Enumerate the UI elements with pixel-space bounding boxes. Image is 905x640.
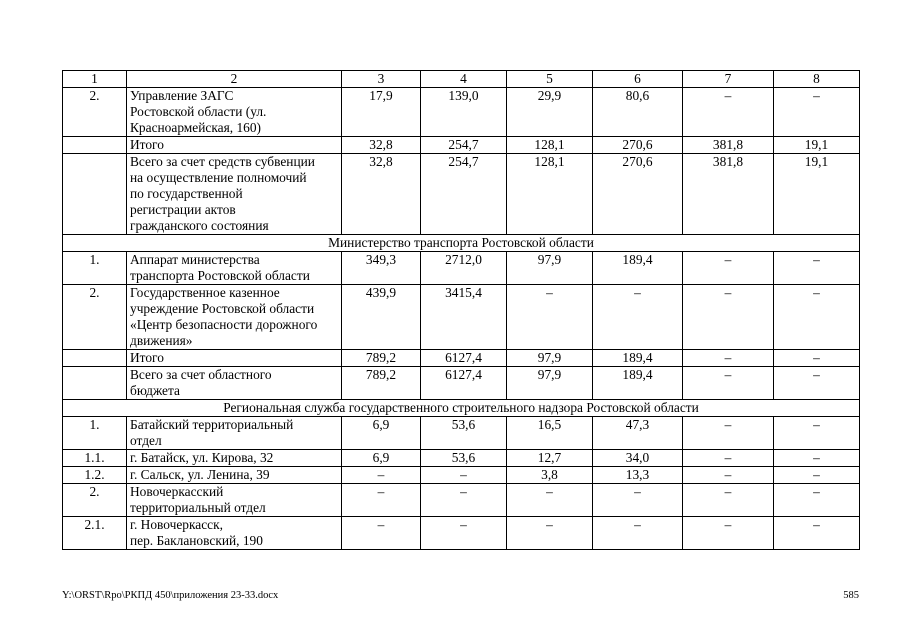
value-cell: 381,8 xyxy=(683,154,774,235)
value-cell: 381,8 xyxy=(683,137,774,154)
table-row xyxy=(63,450,860,467)
value-cell: – xyxy=(593,285,683,350)
table-row xyxy=(63,285,860,350)
value-cell: – xyxy=(421,467,507,484)
value-cell: 270,6 xyxy=(593,154,683,235)
header-cell: 6 xyxy=(593,71,683,88)
value-cell: 128,1 xyxy=(507,154,593,235)
number-cell: 2. xyxy=(63,88,127,137)
value-cell: 53,6 xyxy=(421,450,507,467)
value-cell: – xyxy=(683,517,774,550)
value-cell: – xyxy=(421,484,507,517)
value-cell: 19,1 xyxy=(774,154,860,235)
name-cell: Государственное казенное учреждение Ростовской области «Центр безопасности дорожного движения» xyxy=(127,285,342,350)
value-cell: – xyxy=(683,484,774,517)
value-cell: – xyxy=(683,88,774,137)
name-cell: г. Сальск, ул. Ленина, 39 xyxy=(127,467,342,484)
data-table xyxy=(62,70,860,550)
value-cell: 6,9 xyxy=(342,417,421,450)
name-cell: Всего за счет средств субвенции на осуществление полномочий по государственной регистрации актов гражданского состояния xyxy=(127,154,342,235)
value-cell: 270,6 xyxy=(593,137,683,154)
header-cell: 2 xyxy=(127,71,342,88)
value-cell: 2712,0 xyxy=(421,252,507,285)
number-cell xyxy=(63,137,127,154)
section-title: Министерство транспорта Ростовской области xyxy=(63,235,860,252)
value-cell: 189,4 xyxy=(593,350,683,367)
table-row xyxy=(63,517,860,550)
name-cell: Аппарат министерства транспорта Ростовской области xyxy=(127,252,342,285)
value-cell: – xyxy=(774,350,860,367)
value-cell: 13,3 xyxy=(593,467,683,484)
section-row xyxy=(63,235,860,252)
value-cell: – xyxy=(683,285,774,350)
header-cell: 8 xyxy=(774,71,860,88)
header-row xyxy=(63,71,860,88)
value-cell: – xyxy=(683,350,774,367)
value-cell: – xyxy=(342,467,421,484)
footer-page-number: 585 xyxy=(843,590,859,601)
value-cell: – xyxy=(683,450,774,467)
value-cell: 349,3 xyxy=(342,252,421,285)
name-cell: Батайский территориальный отдел xyxy=(127,417,342,450)
value-cell: 189,4 xyxy=(593,252,683,285)
number-cell: 2. xyxy=(63,484,127,517)
value-cell: – xyxy=(774,252,860,285)
value-cell: 6,9 xyxy=(342,450,421,467)
header-cell: 7 xyxy=(683,71,774,88)
value-cell: 189,4 xyxy=(593,367,683,400)
name-cell: Всего за счет областного бюджета xyxy=(127,367,342,400)
value-cell: 6127,4 xyxy=(421,367,507,400)
table-row xyxy=(63,417,860,450)
value-cell: – xyxy=(774,88,860,137)
table-row xyxy=(63,484,860,517)
value-cell: 97,9 xyxy=(507,367,593,400)
value-cell: – xyxy=(593,517,683,550)
value-cell: – xyxy=(683,252,774,285)
value-cell: 12,7 xyxy=(507,450,593,467)
value-cell: 789,2 xyxy=(342,350,421,367)
number-cell: 2.1. xyxy=(63,517,127,550)
number-cell xyxy=(63,367,127,400)
name-cell: Управление ЗАГС Ростовской области (ул. Красноармейская, 160) xyxy=(127,88,342,137)
value-cell: – xyxy=(774,517,860,550)
table-row xyxy=(63,252,860,285)
table-row xyxy=(63,154,860,235)
number-cell: 1. xyxy=(63,252,127,285)
footer-file-path: Y:\ORST\Rpo\РКПД 450\приложения 23-33.docx xyxy=(62,590,279,601)
value-cell: – xyxy=(507,484,593,517)
value-cell: – xyxy=(683,367,774,400)
value-cell: – xyxy=(774,417,860,450)
value-cell: 789,2 xyxy=(342,367,421,400)
value-cell: 17,9 xyxy=(342,88,421,137)
value-cell: – xyxy=(593,484,683,517)
name-cell: Итого xyxy=(127,350,342,367)
header-cell: 1 xyxy=(63,71,127,88)
value-cell: – xyxy=(774,467,860,484)
value-cell: 34,0 xyxy=(593,450,683,467)
value-cell: – xyxy=(421,517,507,550)
value-cell: 3415,4 xyxy=(421,285,507,350)
value-cell: 29,9 xyxy=(507,88,593,137)
value-cell: 19,1 xyxy=(774,137,860,154)
header-cell: 5 xyxy=(507,71,593,88)
section-title: Региональная служба государственного строительного надзора Ростовской области xyxy=(63,400,860,417)
value-cell: 16,5 xyxy=(507,417,593,450)
value-cell: 439,9 xyxy=(342,285,421,350)
value-cell: – xyxy=(507,517,593,550)
table-row xyxy=(63,350,860,367)
number-cell: 1.1. xyxy=(63,450,127,467)
value-cell: 97,9 xyxy=(507,350,593,367)
value-cell: – xyxy=(683,417,774,450)
number-cell: 1. xyxy=(63,417,127,450)
name-cell: Новочеркасский территориальный отдел xyxy=(127,484,342,517)
value-cell: 128,1 xyxy=(507,137,593,154)
header-cell: 3 xyxy=(342,71,421,88)
number-cell xyxy=(63,350,127,367)
name-cell: г. Батайск, ул. Кирова, 32 xyxy=(127,450,342,467)
value-cell: – xyxy=(774,285,860,350)
value-cell: – xyxy=(342,517,421,550)
number-cell: 2. xyxy=(63,285,127,350)
value-cell: – xyxy=(774,450,860,467)
name-cell: г. Новочеркасск, пер. Баклановский, 190 xyxy=(127,517,342,550)
table-row xyxy=(63,467,860,484)
value-cell: 32,8 xyxy=(342,154,421,235)
value-cell: – xyxy=(683,467,774,484)
value-cell: – xyxy=(342,484,421,517)
section-row xyxy=(63,400,860,417)
table-row xyxy=(63,137,860,154)
value-cell: 80,6 xyxy=(593,88,683,137)
table-row xyxy=(63,88,860,137)
value-cell: 32,8 xyxy=(342,137,421,154)
value-cell: 97,9 xyxy=(507,252,593,285)
value-cell: – xyxy=(774,367,860,400)
value-cell: 53,6 xyxy=(421,417,507,450)
number-cell xyxy=(63,154,127,235)
value-cell: – xyxy=(507,285,593,350)
value-cell: 139,0 xyxy=(421,88,507,137)
name-cell: Итого xyxy=(127,137,342,154)
value-cell: 254,7 xyxy=(421,137,507,154)
value-cell: 254,7 xyxy=(421,154,507,235)
number-cell: 1.2. xyxy=(63,467,127,484)
table-row xyxy=(63,367,860,400)
value-cell: 6127,4 xyxy=(421,350,507,367)
value-cell: 3,8 xyxy=(507,467,593,484)
value-cell: 47,3 xyxy=(593,417,683,450)
value-cell: – xyxy=(774,484,860,517)
header-cell: 4 xyxy=(421,71,507,88)
